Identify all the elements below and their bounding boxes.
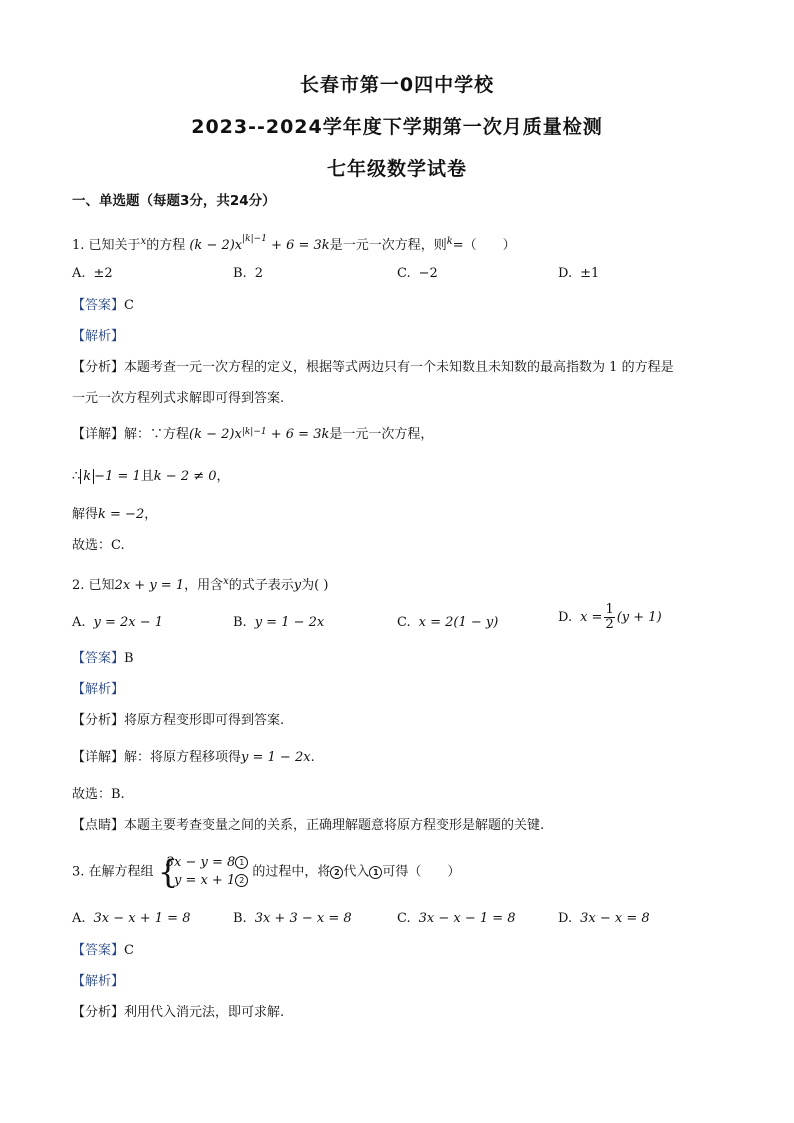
q2-option-c: C. x = 2(1 − y) <box>397 615 499 630</box>
q1-detail-3: 解得k = −2， <box>72 507 158 522</box>
question-number: 2. <box>72 578 85 593</box>
circled-number: 1 <box>235 856 248 869</box>
question-2-stem: 2. 已知2x + y = 1，用含$^x$的式子表示y为( ) <box>72 576 329 593</box>
q2-option-d: D. x = $\frac{1}{2}$ (y + 1) <box>558 602 662 632</box>
q1-option-a: A. ±2 <box>72 266 113 281</box>
circled-number: 1 <box>369 866 382 879</box>
paper-title: 七年级数学试卷 <box>326 158 467 180</box>
q1-detail-2: ∴ k −1 = 1且k − 2 ≠ 0， <box>72 469 230 484</box>
q2-option-b: B. y = 1 − 2x <box>233 615 325 630</box>
question-number: 1. <box>72 238 85 253</box>
equation: $(k - 2)x^{|k|-1} + 6 = 3k$ <box>189 234 330 253</box>
q2-analysis-tag: 【解析】 <box>72 682 125 697</box>
q2-conclusion: 故选：B. <box>72 787 125 802</box>
q3-fenxi: 【分析】利用代入消元法，即可求解. <box>72 1005 285 1020</box>
q3-option-d: D. 3x − x = 8 <box>558 911 650 926</box>
q1-fenxi-cont: 一元一次方程列式求解即可得到答案. <box>72 391 285 406</box>
question-number: 3. <box>72 864 85 880</box>
school-title: 长春市第一0四中学校 <box>299 74 495 96</box>
term-title: 2023--2024学年度下学期第一次月质量检测 <box>191 116 603 138</box>
q1-conclusion: 故选：C. <box>72 538 125 553</box>
circled-number: 2 <box>330 866 343 879</box>
q1-analysis-tag: 【解析】 <box>72 329 125 344</box>
equation-system: { 3x − y = 8 1 y = x + 1 2 <box>158 854 249 890</box>
q3-option-b: B. 3x + 3 − x = 8 <box>233 911 352 926</box>
q3-option-c: C. 3x − x − 1 = 8 <box>397 911 516 926</box>
q3-analysis-tag: 【解析】 <box>72 974 125 989</box>
fraction: $\frac{1}{2}$ <box>605 602 614 632</box>
q1-answer: 【答案】C <box>72 298 134 313</box>
q2-dianjing: 【点睛】本题主要考查变量之间的关系，正确理解题意将原方程变形是解题的关键. <box>72 818 545 833</box>
q2-detail: 【详解】解：将原方程移项得y = 1 − 2x. <box>72 750 315 765</box>
q1-option-b: B. 2 <box>233 266 263 281</box>
q1-detail-1: 【详解】解：∵方程$(k - 2)x^{|k|-1} + 6 = 3k$是一元一次方程， <box>72 427 434 442</box>
q1-option-c: C. −2 <box>397 266 438 281</box>
q2-option-a: A. y = 2x − 1 <box>72 615 164 630</box>
q1-fenxi: 【分析】本题考查一元一次方程的定义，根据等式两边只有一个未知数且未知数的最高指数为 1 的方程是 <box>72 360 674 375</box>
q3-answer: 【答案】C <box>72 943 134 958</box>
circled-number: 2 <box>235 874 248 887</box>
q3-option-a: A. 3x − x + 1 = 8 <box>72 911 191 926</box>
q2-answer: 【答案】B <box>72 651 134 666</box>
q1-option-d: D. ±1 <box>558 266 600 281</box>
question-3-stem: 3. 在解方程组 { 3x − y = 8 1 y = x + 1 2 的过程中，将 2 代入 1 可得（ ） <box>72 853 461 891</box>
q2-fenxi: 【分析】将原方程变形即可得到答案. <box>72 713 285 728</box>
question-1-stem: 1. 已知关于$^x$的方程 $(k - 2)x^{|k|-1} + 6 = 3k$是一元一次方程，则$^k$=（ ） <box>72 234 516 253</box>
section-heading: 一、单选题（每题3分，共24分） <box>72 193 276 209</box>
